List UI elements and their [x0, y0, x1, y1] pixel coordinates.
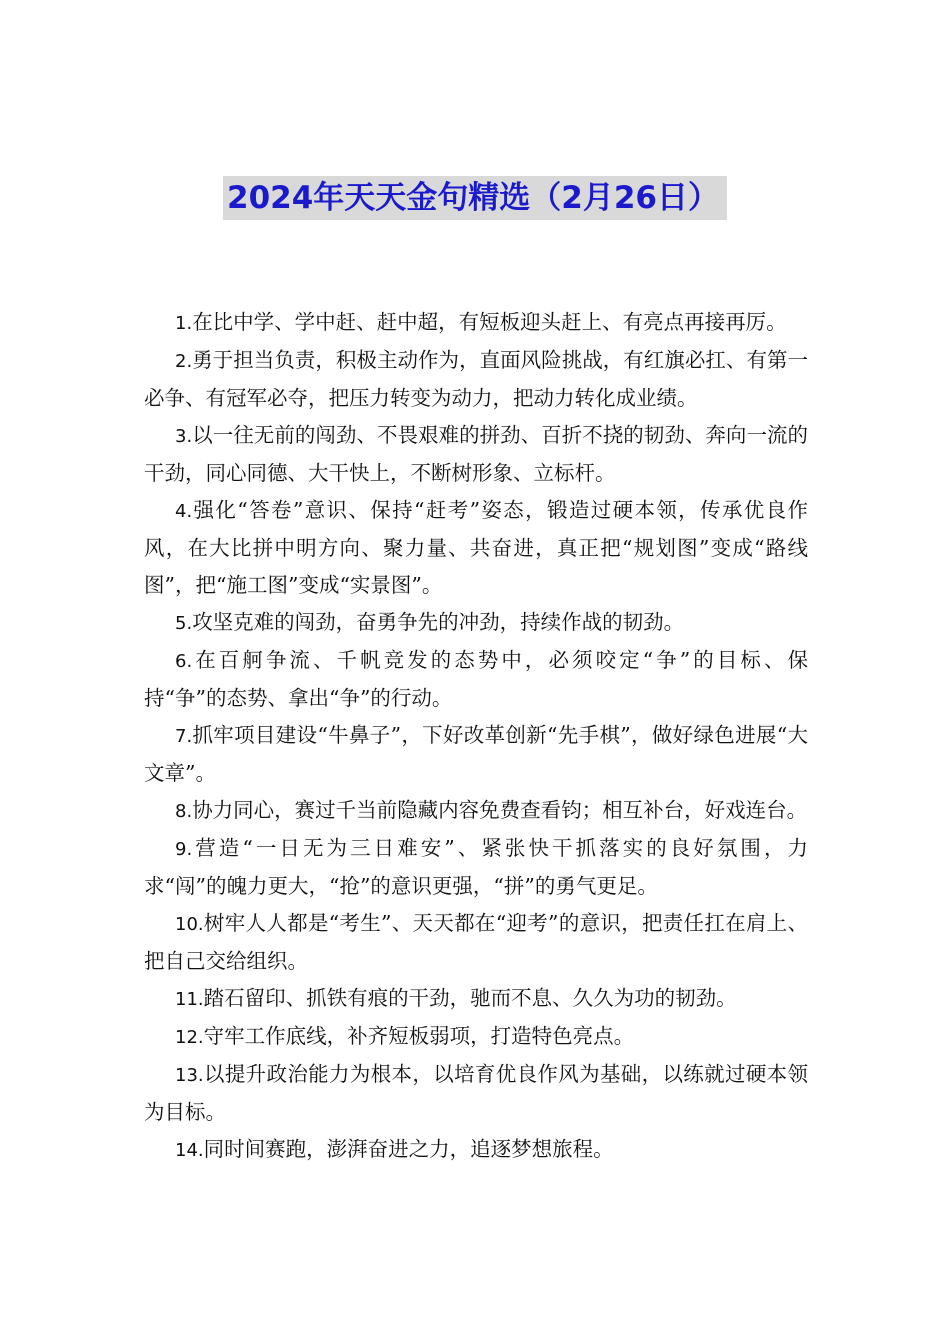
item-number: 9. [175, 839, 193, 860]
list-item [144, 417, 808, 492]
item-text: 守牢工作底线，补齐短板弱项，打造特色亮点。 [203, 1024, 635, 1048]
item-text: 以一往无前的闯劲、不畏艰难的拼劲、百折不挠的韧劲、奔向一流的干劲，同心同德、大干快上，不断树形象、立标杆。 [144, 423, 808, 485]
item-text: 强化“答卷”意识、保持“赶考”姿态，锻造过硬本领，传承优良作风，在大比拼中明方向、聚力量、共奋进，真正把“规划图”变成“路线图”，把“施工图”变成“实景图”。 [144, 498, 808, 597]
item-text: 抓牢项目建设“牛鼻子”，下好改革创新“先手棋”，做好绿色进展“大文章”。 [144, 723, 808, 785]
list-item [144, 1056, 808, 1131]
item-text: 以提升政治能力为根本，以培育优良作风为基础，以练就过硬本领为目标。 [144, 1062, 808, 1124]
list-item [144, 1018, 808, 1056]
item-text: 树牢人人都是“考生”、天天都在“迎考”的意识，把责任扛在肩上、把自己交给组织。 [144, 911, 808, 973]
item-text: 攻坚克难的闯劲，奋勇争先的冲劲，持续作战的韧劲。 [192, 610, 685, 634]
item-number: 8. [175, 801, 193, 822]
item-number: 10. [175, 914, 204, 935]
list-item [144, 492, 808, 604]
item-number: 3. [175, 426, 193, 447]
list-item [144, 642, 808, 717]
page-title: 2024年天天金句精选（2月26日） [223, 176, 727, 220]
quote-list [144, 304, 808, 1169]
item-number: 6. [175, 651, 193, 672]
list-item [144, 604, 808, 642]
list-item [144, 905, 808, 980]
item-number: 13. [175, 1065, 204, 1086]
item-text: 协力同心，赛过千当前隐藏内容免费查看钧；相互补台，好戏连台。 [192, 798, 808, 822]
item-number: 5. [175, 613, 193, 634]
item-number: 12. [175, 1027, 204, 1048]
item-number: 14. [175, 1140, 204, 1161]
title-container [0, 176, 950, 220]
list-item [144, 830, 808, 905]
item-number: 4. [175, 501, 193, 522]
list-item [144, 1131, 808, 1169]
item-text: 营造“一日无为三日难安”、紧张快干抓落实的良好氛围，力求“闯”的魄力更大，“抢”的意识更强，“拼”的勇气更足。 [144, 836, 808, 898]
item-text: 同时间赛跑，澎湃奋进之力，追逐梦想旅程。 [203, 1137, 614, 1161]
list-item [144, 717, 808, 792]
list-item [144, 980, 808, 1018]
item-text: 踏石留印、抓铁有痕的干劲，驰而不息、久久为功的韧劲。 [203, 986, 737, 1010]
item-number: 7. [175, 726, 193, 747]
list-item [144, 792, 808, 830]
list-item [144, 304, 808, 342]
item-text: 勇于担当负责，积极主动作为，直面风险挑战，有红旗必扛、有第一必争、有冠军必夺，把压力转变为动力，把动力转化成业绩。 [144, 348, 808, 410]
item-text: 在百舸争流、千帆竞发的态势中，必须咬定“争”的目标、保持“争”的态势、拿出“争”的行动。 [144, 648, 808, 710]
item-number: 1. [175, 313, 193, 334]
list-item [144, 342, 808, 417]
item-number: 2. [175, 351, 193, 372]
item-number: 11. [175, 989, 204, 1010]
item-text: 在比中学、学中赶、赶中超，有短板迎头赶上、有亮点再接再厉。 [192, 310, 787, 334]
